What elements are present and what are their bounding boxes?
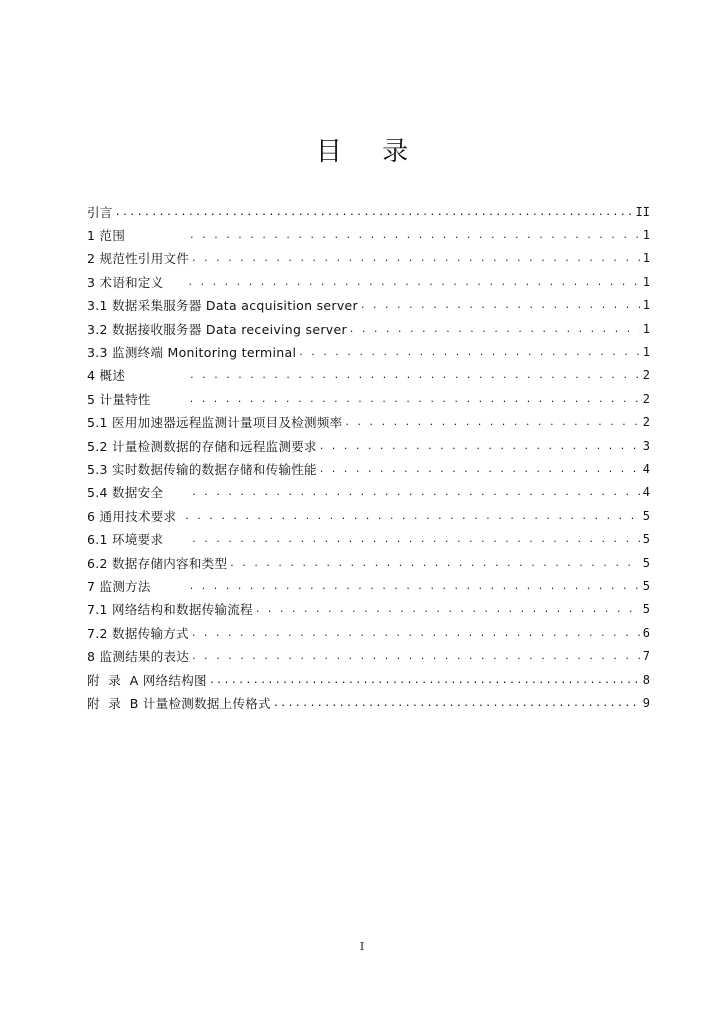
toc-leader-dots — [191, 650, 640, 664]
toc-leader-dots — [191, 486, 640, 500]
toc-entry-page: 4 — [642, 485, 650, 500]
toc-entry-label: 6 通用技术要求 — [87, 508, 177, 524]
toc-entry-label: 引言 — [87, 204, 113, 220]
toc-entry-label: 5 计量特性 — [87, 391, 151, 407]
toc-entry-2[interactable] — [87, 247, 650, 270]
toc-entry-3-3[interactable] — [87, 340, 650, 363]
toc-entry-appendix-b[interactable] — [87, 691, 650, 714]
toc-leader-dots — [298, 346, 640, 360]
toc-entry-page: 5 — [642, 508, 650, 523]
toc-entry-intro[interactable] — [87, 200, 650, 223]
toc-entry-7-1[interactable] — [87, 598, 650, 621]
toc-entry-page: 4 — [642, 461, 650, 476]
toc-leader-dots — [189, 369, 640, 383]
toc-entry-6-2[interactable] — [87, 551, 650, 574]
toc-entry-5[interactable] — [87, 387, 650, 410]
toc-entry-label: 5.1 医用加速器远程监测计量项目及检测频率 — [87, 415, 343, 431]
toc-leader-dots — [184, 510, 640, 524]
toc-entry-page: 5 — [642, 602, 650, 617]
toc-leader-dots — [191, 533, 640, 547]
footer-page-number: I — [359, 940, 365, 953]
toc-entry-label: 3 术语和定义 — [87, 274, 164, 290]
toc-entry-page: 2 — [642, 368, 650, 383]
toc-entry-page: 5 — [642, 555, 650, 570]
toc-entry-label: 6.1 环境要求 — [87, 532, 164, 548]
toc-entry-6[interactable] — [87, 504, 650, 527]
toc-title: 目 录 — [315, 137, 425, 167]
toc-entry-7-2[interactable] — [87, 621, 650, 644]
toc-entry-page: 1 — [642, 345, 650, 360]
toc-entry-label: 1 范围 — [87, 228, 126, 244]
toc-leader-dots — [189, 229, 640, 243]
toc-entry-page: 3 — [642, 438, 650, 453]
toc-entry-page: 5 — [642, 578, 650, 593]
toc-entry-page: 1 — [642, 251, 650, 266]
toc-entry-page: 5 — [642, 532, 650, 547]
toc-leader-dots — [189, 393, 640, 407]
toc-entry-page: 1 — [642, 274, 650, 289]
toc-entry-label: 3.1 数据采集服务器 Data acquisition server — [87, 298, 358, 314]
toc-leader-dots — [189, 580, 640, 594]
toc-entry-page: 2 — [642, 415, 650, 430]
toc-leader-dots — [344, 416, 640, 430]
toc-entry-3[interactable] — [87, 270, 650, 293]
toc-entry-label: 6.2 数据存储内容和类型 — [87, 555, 228, 571]
toc-entry-1[interactable] — [87, 223, 650, 246]
toc-entry-label: 附 录 B 计量检测数据上传格式 — [87, 695, 271, 711]
toc-leader-dots — [360, 299, 640, 313]
toc-entry-label: 7.1 网络结构和数据传输流程 — [87, 602, 253, 618]
toc-entry-label: 8 监测结果的表达 — [87, 649, 190, 665]
toc-entry-label: 2 规范性引用文件 — [87, 251, 190, 267]
toc-leader-dots — [319, 440, 640, 454]
toc-entry-page: 8 — [642, 672, 650, 687]
toc-leader-dots — [191, 627, 640, 641]
toc-leader-dots — [273, 697, 640, 711]
toc-entry-8[interactable] — [87, 644, 650, 667]
toc-leader-dots — [229, 557, 640, 571]
toc-entry-label: 5.3 实时数据传输的数据存储和传输性能 — [87, 461, 317, 477]
toc-entry-3-1[interactable] — [87, 294, 650, 317]
toc-leader-dots — [191, 252, 640, 266]
toc-entry-page: 1 — [642, 321, 650, 336]
toc-leader-dots — [349, 323, 640, 337]
toc-entry-label: 5.4 数据安全 — [87, 485, 164, 501]
toc-entry-label: 4 概述 — [87, 368, 126, 384]
toc-entry-label: 7.2 数据传输方式 — [87, 625, 189, 641]
toc-entry-7[interactable] — [87, 574, 650, 597]
toc-entry-3-2[interactable] — [87, 317, 650, 340]
toc-entry-page: 6 — [642, 625, 650, 640]
toc-entry-label: 3.2 数据接收服务器 Data receiving server — [87, 321, 347, 337]
toc-entry-label: 附 录 A 网络结构图 — [87, 672, 207, 688]
toc-entry-page: 7 — [642, 649, 650, 664]
toc-entry-appendix-a[interactable] — [87, 668, 650, 691]
toc-entry-label: 5.2 计量检测数据的存储和远程监测要求 — [87, 438, 317, 454]
toc-entry-4[interactable] — [87, 364, 650, 387]
toc-entry-page: 1 — [642, 228, 650, 243]
toc-entry-page: II — [635, 204, 650, 219]
toc-entry-page: 1 — [642, 298, 650, 313]
toc-leader-dots — [188, 276, 640, 290]
toc-entry-5-2[interactable] — [87, 434, 650, 457]
toc-leader-dots — [255, 603, 640, 617]
toc-leader-dots — [115, 206, 634, 220]
toc-entry-5-1[interactable] — [87, 411, 650, 434]
toc-entry-6-1[interactable] — [87, 527, 650, 550]
toc-entry-page: 2 — [642, 391, 650, 406]
toc-entry-label: 3.3 监测终端 Monitoring terminal — [87, 345, 297, 361]
toc-leader-dots — [209, 674, 640, 688]
table-of-contents — [87, 200, 650, 715]
toc-entry-5-3[interactable] — [87, 457, 650, 480]
toc-entry-5-4[interactable] — [87, 481, 650, 504]
toc-entry-page: 9 — [642, 695, 650, 710]
toc-leader-dots — [319, 463, 640, 477]
toc-entry-label: 7 监测方法 — [87, 578, 151, 594]
